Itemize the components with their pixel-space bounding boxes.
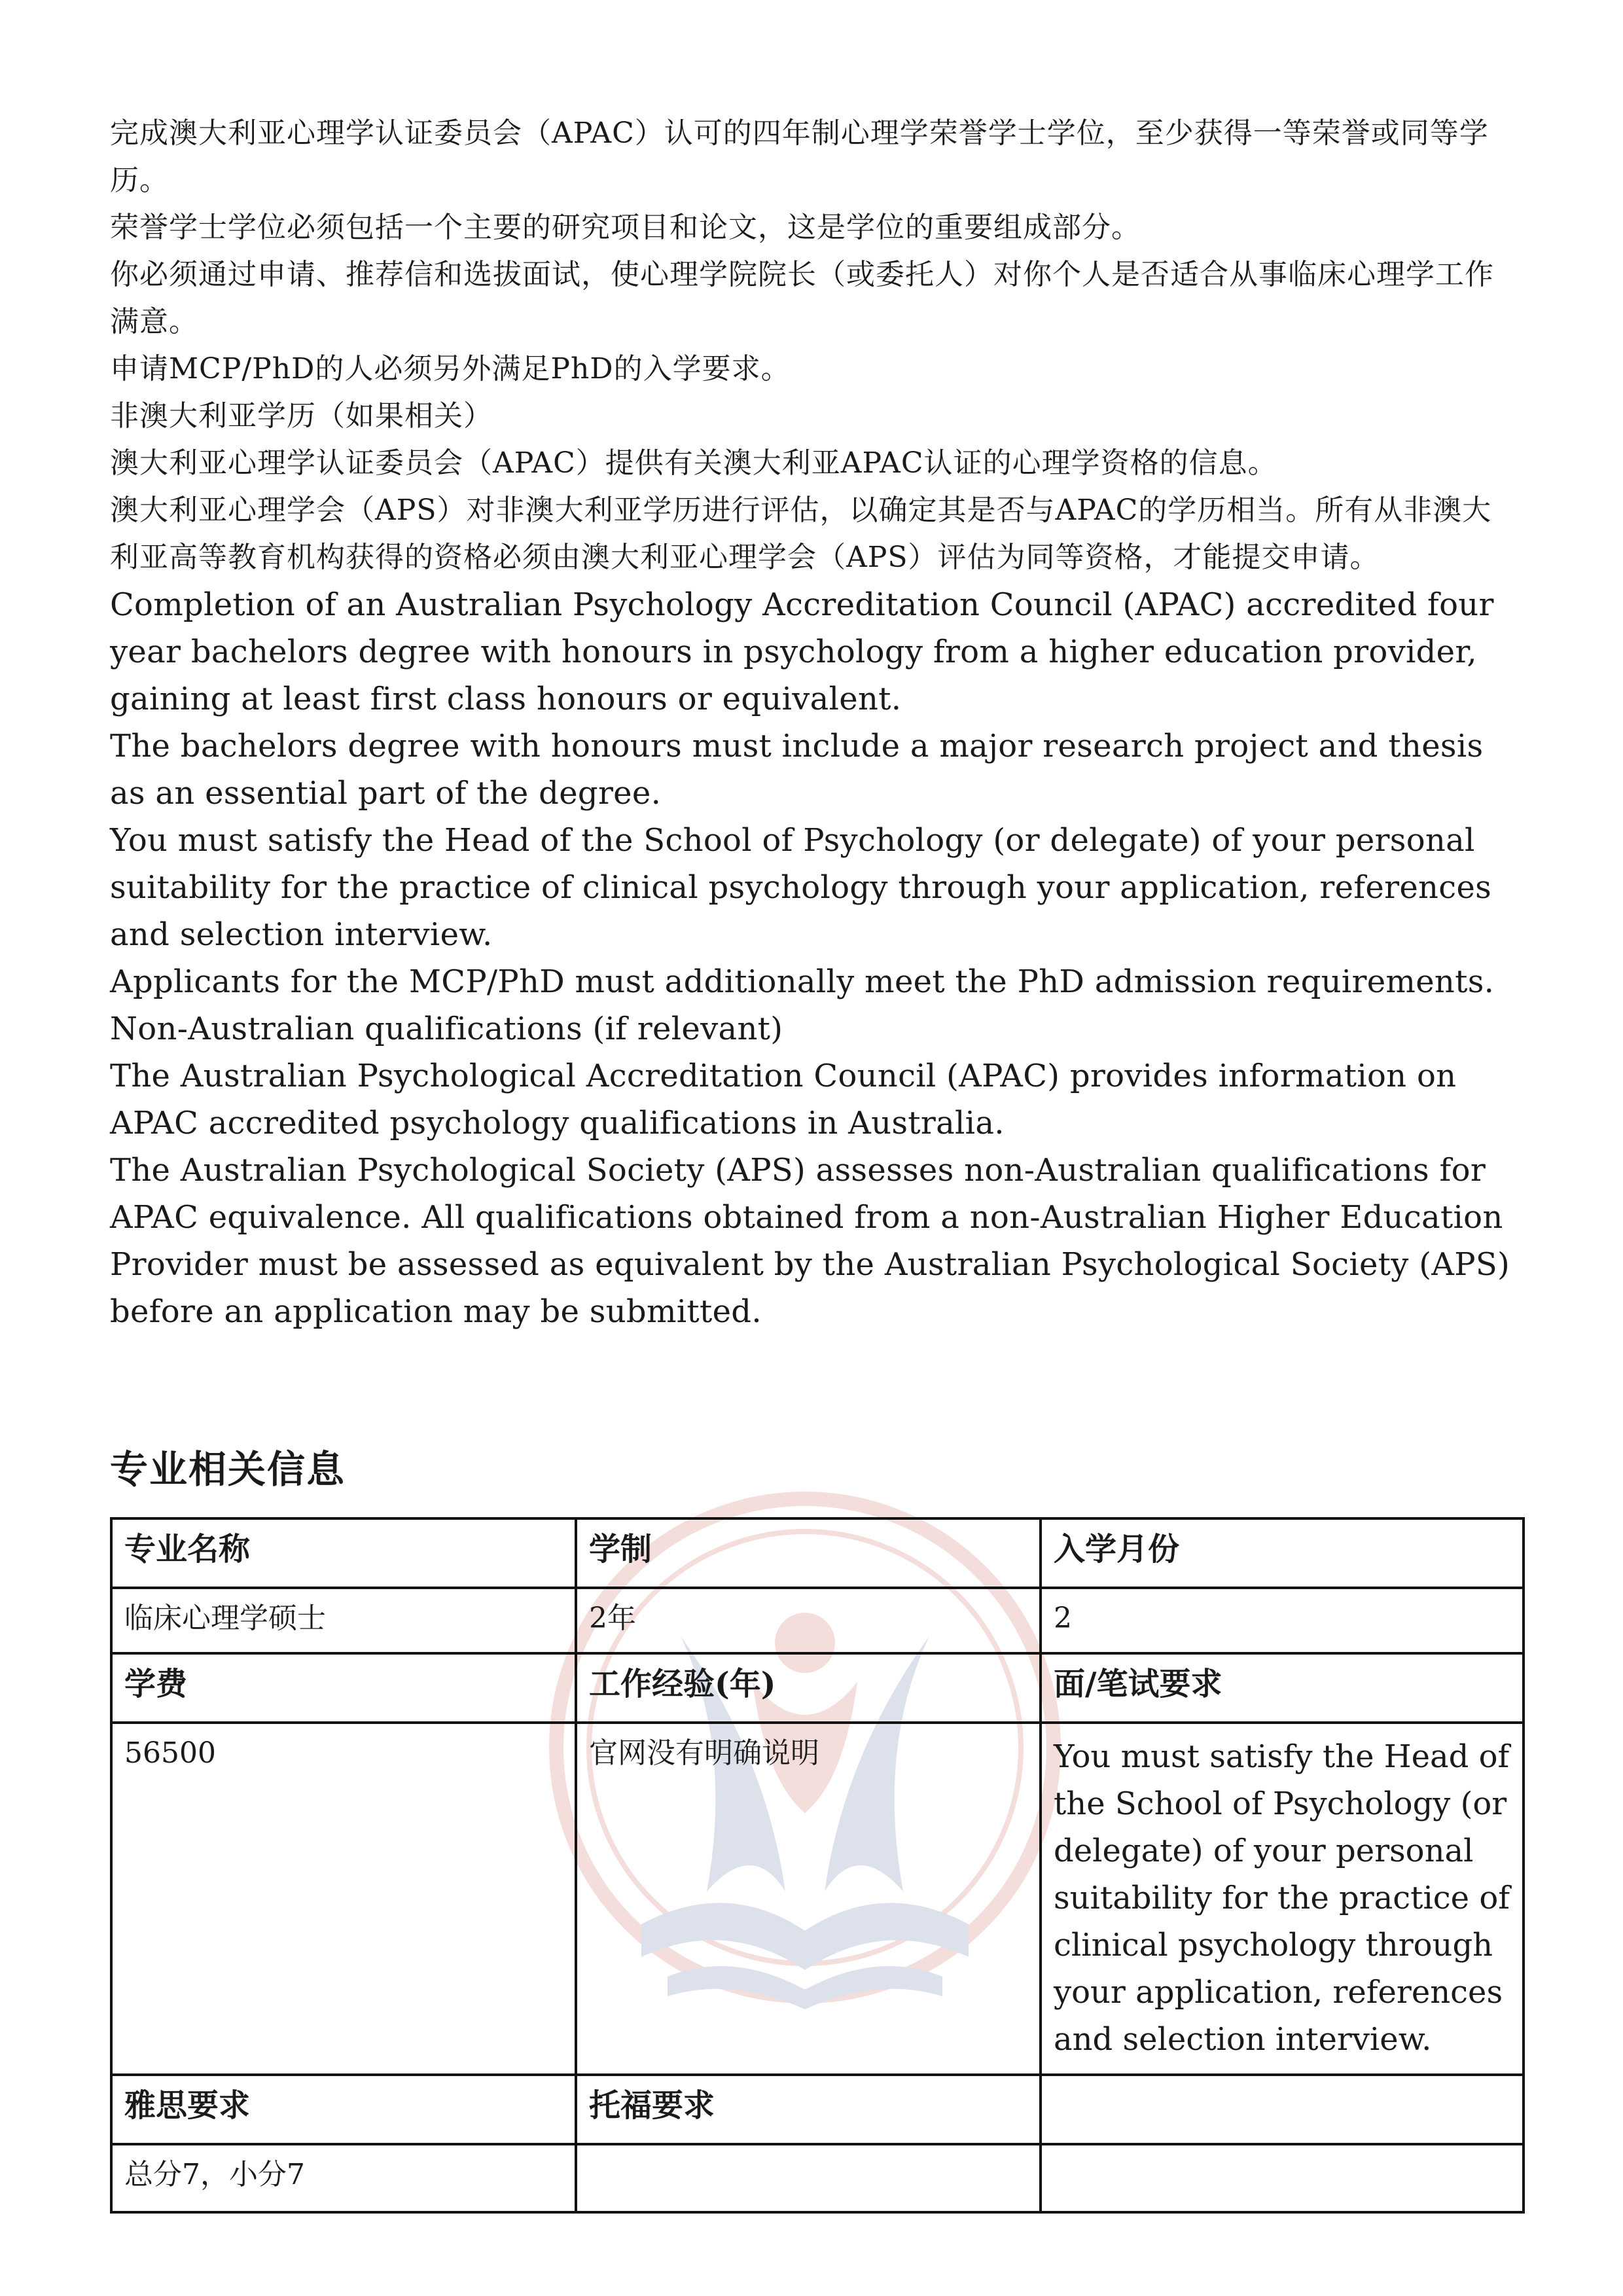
header-toefl: 托福要求 [576, 2075, 1041, 2144]
en-paragraph: Applicants for the MCP/PhD must additionally meet the PhD admission requirements. [110, 963, 1495, 1000]
zh-paragraph: 澳大利亚心理学会（APS）对非澳大利亚学历进行评估，以确定其是否与APAC的学历相当。所有从非澳大利亚高等教育机构获得的资格必须由澳大利亚心理学会（APS）评估为同等资格，才能提交申请。 [110, 493, 1492, 574]
value-duration: 2年 [576, 1588, 1041, 1653]
en-paragraph: The Australian Psychological Society (APS) assesses non-Australian qualifications for APAC equivalence. All qualifications obtained from a non-Australian Higher Education Provider must be assessed as equivalent by the Australian Psychological Society (APS) before an application may be submitted. [110, 1152, 1510, 1330]
table-row [111, 2075, 1524, 2144]
en-paragraph: Non-Australian qualifications (if relevant) [110, 1011, 783, 1047]
header-program-name: 专业名称 [111, 1518, 576, 1588]
table-row [111, 1653, 1524, 1723]
value-ielts: 总分7，小分7 [111, 2144, 576, 2212]
en-paragraph: Completion of an Australian Psychology Accreditation Council (APAC) accredited four year bachelors degree with honours in psychology from a higher education provider, gaining at least first class honours or equivalent. [110, 586, 1494, 717]
table-row [111, 2144, 1524, 2212]
zh-paragraph: 澳大利亚心理学认证委员会（APAC）提供有关澳大利亚APAC认证的心理学资格的信息。 [110, 446, 1277, 480]
en-paragraph: You must satisfy the Head of the School of Psychology (or delegate) of your personal suitability for the practice of clinical psychology through your application, references and selection interview. [110, 822, 1492, 953]
header-duration: 学制 [576, 1518, 1041, 1588]
zh-paragraph: 非澳大利亚学历（如果相关） [110, 399, 493, 433]
table-row [111, 1723, 1524, 2075]
value-empty [1041, 2144, 1524, 2212]
value-program-name: 临床心理学硕士 [111, 1588, 576, 1653]
zh-paragraph: 荣誉学士学位必须包括一个主要的研究项目和论文，这是学位的重要组成部分。 [110, 211, 1141, 244]
table-row [111, 1518, 1524, 1588]
header-tuition: 学费 [111, 1653, 576, 1723]
requirements-text [110, 110, 1517, 1335]
table-row [111, 1588, 1524, 1653]
header-interview-requirement: 面/笔试要求 [1041, 1653, 1524, 1723]
value-interview-requirement: You must satisfy the Head of the School of Psychology (or delegate) of your personal suitability for the practice of clinical psychology through your application, references and selection interview. [1041, 1723, 1524, 2075]
header-work-experience: 工作经验(年) [576, 1653, 1041, 1723]
zh-paragraph: 你必须通过申请、推荐信和选拔面试，使心理学院院长（或委托人）对你个人是否适合从事临床心理学工作满意。 [110, 258, 1494, 338]
header-empty [1041, 2075, 1524, 2144]
en-paragraph: The bachelors degree with honours must include a major research project and thesis as an essential part of the degree. [110, 728, 1484, 812]
value-intake-month: 2 [1041, 1588, 1524, 1653]
header-intake-month: 入学月份 [1041, 1518, 1524, 1588]
zh-paragraph: 完成澳大利亚心理学认证委员会（APAC）认可的四年制心理学荣誉学士学位，至少获得一等荣誉或同等学历。 [110, 117, 1489, 197]
value-toefl [576, 2144, 1041, 2212]
zh-paragraph: 申请MCP/PhD的人必须另外满足PhD的入学要求。 [110, 352, 791, 386]
program-info-table [110, 1517, 1525, 2214]
value-tuition: 56500 [111, 1723, 576, 2075]
value-work-experience: 官网没有明确说明 [576, 1723, 1041, 2075]
section-title: 专业相关信息 [110, 1447, 346, 1492]
header-ielts: 雅思要求 [111, 2075, 576, 2144]
en-paragraph: The Australian Psychological Accreditation Council (APAC) provides information on APAC accredited psychology qualifications in Australia. [110, 1058, 1457, 1141]
